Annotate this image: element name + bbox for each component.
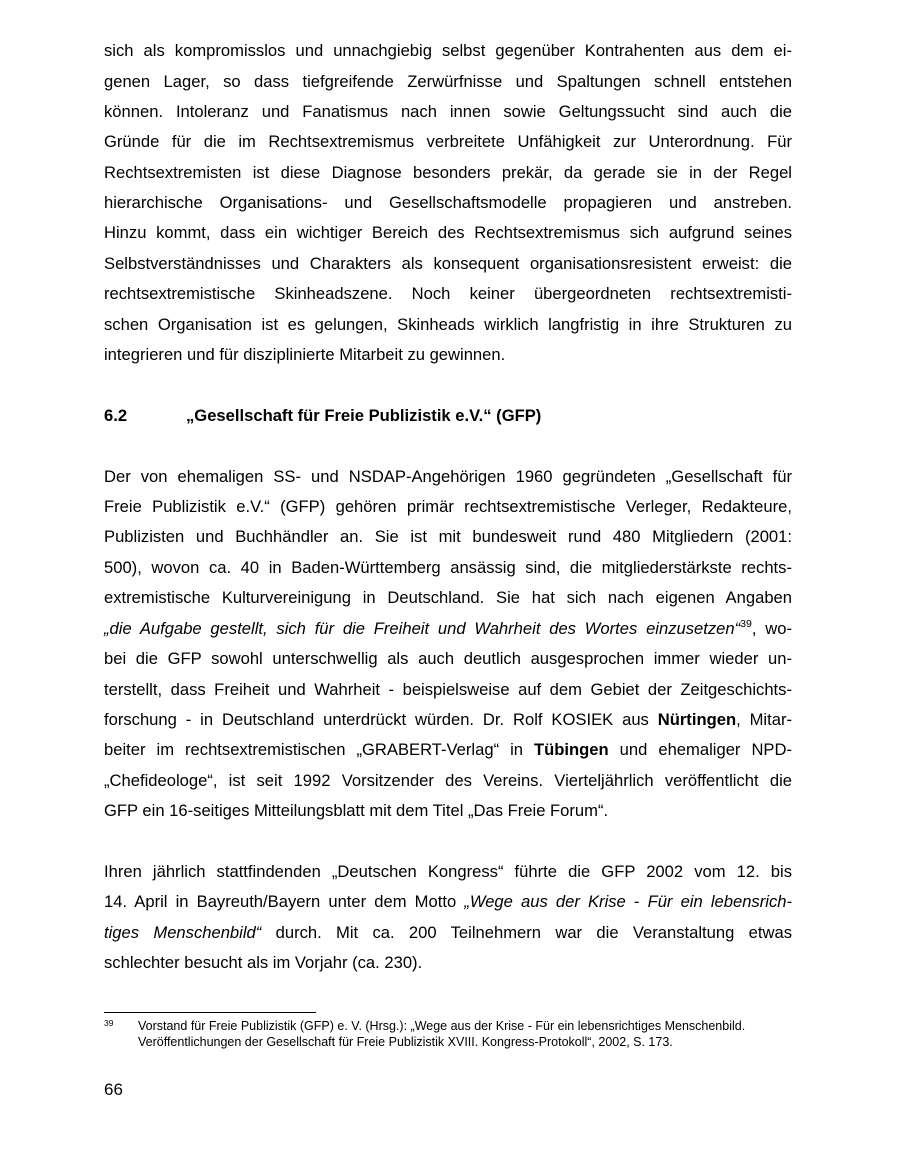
footnote-divider: [104, 1012, 316, 1013]
para1-line: Hinzu kommt, dass ein wichtiger Bereich des Rechtsextremismus sich aufgrund seines: [104, 223, 792, 242]
para2-line: Publizisten und Buchhändler an. Sie ist mit bundesweit rund 480 Mitgliedern (2001:: [104, 527, 792, 546]
section-title: „Gesellschaft für Freie Publizistik e.V.“ (GFP): [186, 406, 542, 425]
para2-line: „Chefideologe“, ist seit 1992 Vorsitzender des Vereins. Vierteljährlich veröffentlicht die: [104, 771, 792, 790]
footnote-number: 39: [104, 1018, 114, 1028]
text-span: -: [625, 892, 648, 911]
page-number: 66: [104, 1080, 123, 1099]
text-span: durch. Mit ca. 200 Teilnehmern war die Veranstaltung etwas: [261, 923, 793, 942]
motto-text: Für ein lebensrich-: [647, 892, 792, 911]
para1-line: hierarchische Organisations- und Gesellschaftsmodelle propagieren und anstreben.: [104, 193, 792, 212]
motto-text: tiges Menschenbild“: [104, 923, 262, 942]
footnote-line: Vorstand für Freie Publizistik (GFP) e. V. (Hrsg.): „Wege aus der Krise - Für ein lebensrichtiges Menschenbild.: [138, 1019, 746, 1033]
para1-line: schen Organisation ist es gelungen, Skinheads wirklich langfristig in ihre Strukturen zu: [104, 315, 792, 334]
para1-line: sich als kompromisslos und unnachgiebig selbst gegenüber Kontrahenten aus dem ei-: [104, 41, 792, 60]
footnote-reference[interactable]: 39: [740, 618, 752, 630]
para1-line: können. Intoleranz und Fanatismus nach innen sowie Geltungssucht sind auch die: [104, 102, 792, 121]
para2-line: 500), wovon ca. 40 in Baden-Württemberg ansässig sind, die mitgliederstärkste rechts-: [104, 558, 792, 577]
para2-line: Freie Publizistik e.V.“ (GFP) gehören primär rechtsextremistische Verleger, Redakteure,: [104, 497, 792, 516]
para2-line: extremistische Kulturvereinigung in Deutschland. Sie hat sich nach eigenen Angaben: [104, 588, 792, 607]
para1-line: Rechtsextremisten ist diese Diagnose besonders prekär, da gerade sie in der Regel: [104, 163, 792, 182]
footnote-line: Veröffentlichungen der Gesellschaft für Freie Publizistik XVIII. Kongress-Protokoll“, 2002, S. 173.: [138, 1035, 673, 1049]
para2-line: terstellt, dass Freiheit und Wahrheit - beispielsweise auf dem Gebiet der Zeitgeschichts-: [104, 680, 792, 699]
para2-line: [104, 705, 792, 735]
para1-line: integrieren und für disziplinierte Mitarbeit zu gewinnen.: [104, 345, 506, 364]
para2-line: GFP ein 16-seitiges Mitteilungsblatt mit dem Titel „Das Freie Forum“.: [104, 801, 609, 820]
para2-line: [104, 735, 792, 765]
text-span: beiter im rechtsextremistischen „GRABERT-Verlag“ in: [104, 740, 535, 759]
para2-line: bei die GFP sowohl unterschwellig als auch deutlich ausgesprochen immer wieder un-: [104, 649, 792, 668]
para1-line: genen Lager, so dass tiefgreifende Zerwürfnisse und Spaltungen schnell entstehen: [104, 72, 792, 91]
place-name: Tübingen: [534, 740, 609, 759]
para1-line: Gründe für die im Rechtsextremismus verbreitete Unfähigkeit zur Unterordnung. Für: [104, 132, 792, 151]
text-span: , Mitar-: [736, 710, 792, 729]
para2-quote-line: [104, 614, 792, 644]
para2-line: Der von ehemaligen SS- und NSDAP-Angehörigen 1960 gegründeten „Gesellschaft für: [104, 467, 792, 486]
para3-line: schlechter besucht als im Vorjahr (ca. 230).: [104, 953, 423, 972]
place-name: Nürtingen: [657, 710, 737, 729]
text-span: forschung - in Deutschland unterdrückt würden. Dr. Rolf KOSIEK aus: [104, 710, 658, 729]
text-span: 14. April in Bayreuth/Bayern unter dem Motto: [104, 892, 465, 911]
section-number: 6.2: [104, 406, 128, 425]
text-span: und ehemaliger NPD-: [608, 740, 793, 759]
para1-line: rechtsextremistische Skinheadszene. Noch keiner übergeordneten rechtsextremisti-: [104, 284, 792, 303]
para3-line: [104, 918, 792, 948]
para1-line: Selbstverständnisses und Charakters als konsequent organisationsresistent erweist: die: [104, 254, 792, 273]
para3-line: Ihren jährlich stattfindenden „Deutschen Kongress“ führte die GFP 2002 vom 12. bis: [104, 862, 792, 881]
motto-text: „Wege aus der Krise: [464, 892, 626, 911]
para3-line: [104, 887, 792, 917]
section-heading: [104, 401, 792, 431]
quote-text: „die Aufgabe gestellt, sich für die Freiheit und Wahrheit des Wortes einzusetzen“: [104, 619, 741, 638]
quote-after: , wo-: [751, 619, 792, 638]
